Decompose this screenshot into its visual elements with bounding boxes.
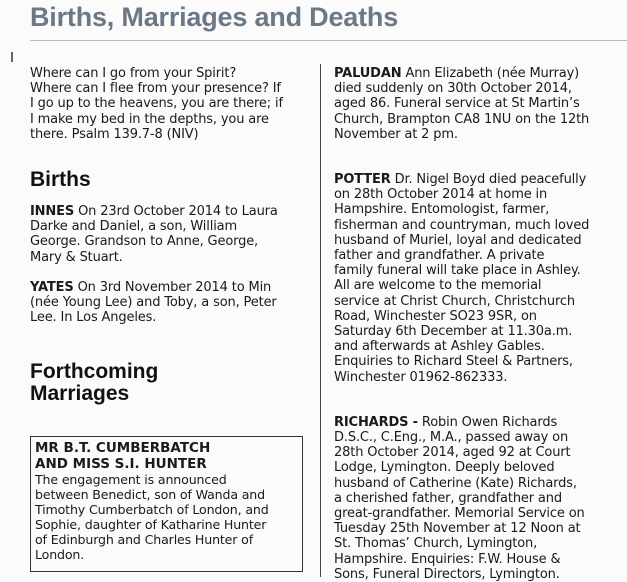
notice-name: PALUDAN — [334, 66, 402, 81]
left-column — [30, 66, 310, 405]
death-notice-paludan — [334, 66, 624, 142]
header-rule — [30, 40, 627, 41]
column-divider — [320, 64, 321, 577]
notice-name: YATES — [30, 279, 74, 295]
notice-text: Ann Elizabeth (née Murray) died suddenly on 30th October 2014, aged 86. Funeral service at St Martin’s Church, Brampton CA8 1NU on the 12th November at 2 pm. — [334, 66, 590, 142]
right-column — [334, 66, 624, 582]
notice-name: POTTER — [334, 172, 391, 188]
notice-name: RICHARDS - — [334, 414, 418, 430]
page-header — [30, 0, 627, 44]
births-heading: Births — [30, 168, 91, 192]
death-notice-potter — [334, 172, 624, 385]
notice-name: INNES — [30, 204, 75, 220]
margin-mark — [11, 52, 13, 62]
intro-verse: Where can I go from your Spirit? Where can I flee from your presence? If I go up to the heavens, you are there; if I make my bed in the depths, you are there. Psalm 139.7-8 (NIV) — [30, 66, 283, 142]
birth-notice-innes — [30, 204, 310, 265]
notice-text: On 23rd October 2014 to Laura Darke and Daniel, a son, William George. Grandson to Anne, George, Mary & Stuart. — [30, 204, 278, 265]
notice-text: Robin Owen Richards D.S.C., C.Eng., M.A., passed away on 28th October 2014, aged 92 at Court Lodge, Lymington. Deeply beloved husband of Catherine (Kate) Richards, a cherished father, grandfather and great-grandfather. Memorial Service on Tuesday 25th November at 12 Noon at St. Thomas’ Church, Lymington, Hampshire. Enquiries: F.W. House & Sons, Funeral Directors, Lymington. — [334, 414, 585, 582]
notice-text: On 3rd November 2014 to Min (née Young Lee) and Toby, a son, Peter Lee. In Los Angeles. — [30, 279, 277, 326]
engagement-notice — [30, 436, 303, 572]
birth-notice-yates — [30, 280, 310, 326]
death-notice-richards — [334, 415, 624, 582]
page-title: Births, Marriages and Deaths — [30, 2, 399, 32]
notice-text: Dr. Nigel Boyd died peacefully on 28th October 2014 at home in Hampshire. Entomologist, farmer, fisherman and countryman, much loved husband of Muriel, loyal and dedicated father and grandfather. A private family funeral will take place in Ashley. All are welcome to the memorial service at Christ Church, Christchurch Road, Winchester SO23 9SR, on Saturday 6th December at 11.30a.m. and afterwards at Ashley Gables. Enquiries to Richard Steel & Partners, Winchester 01962-862333. — [334, 172, 590, 385]
engagement-title: MR B.T. CUMBERBATCH AND MISS S.I. HUNTER — [35, 440, 211, 472]
marriages-heading: Forthcoming Marriages — [30, 360, 159, 406]
engagement-text: The engagement is announced between Benedict, son of Wanda and Timothy Cumberbatch of London, and Sophie, daughter of Katharine Hunter of Edinburgh and Charles Hunter of London. — [35, 472, 269, 562]
